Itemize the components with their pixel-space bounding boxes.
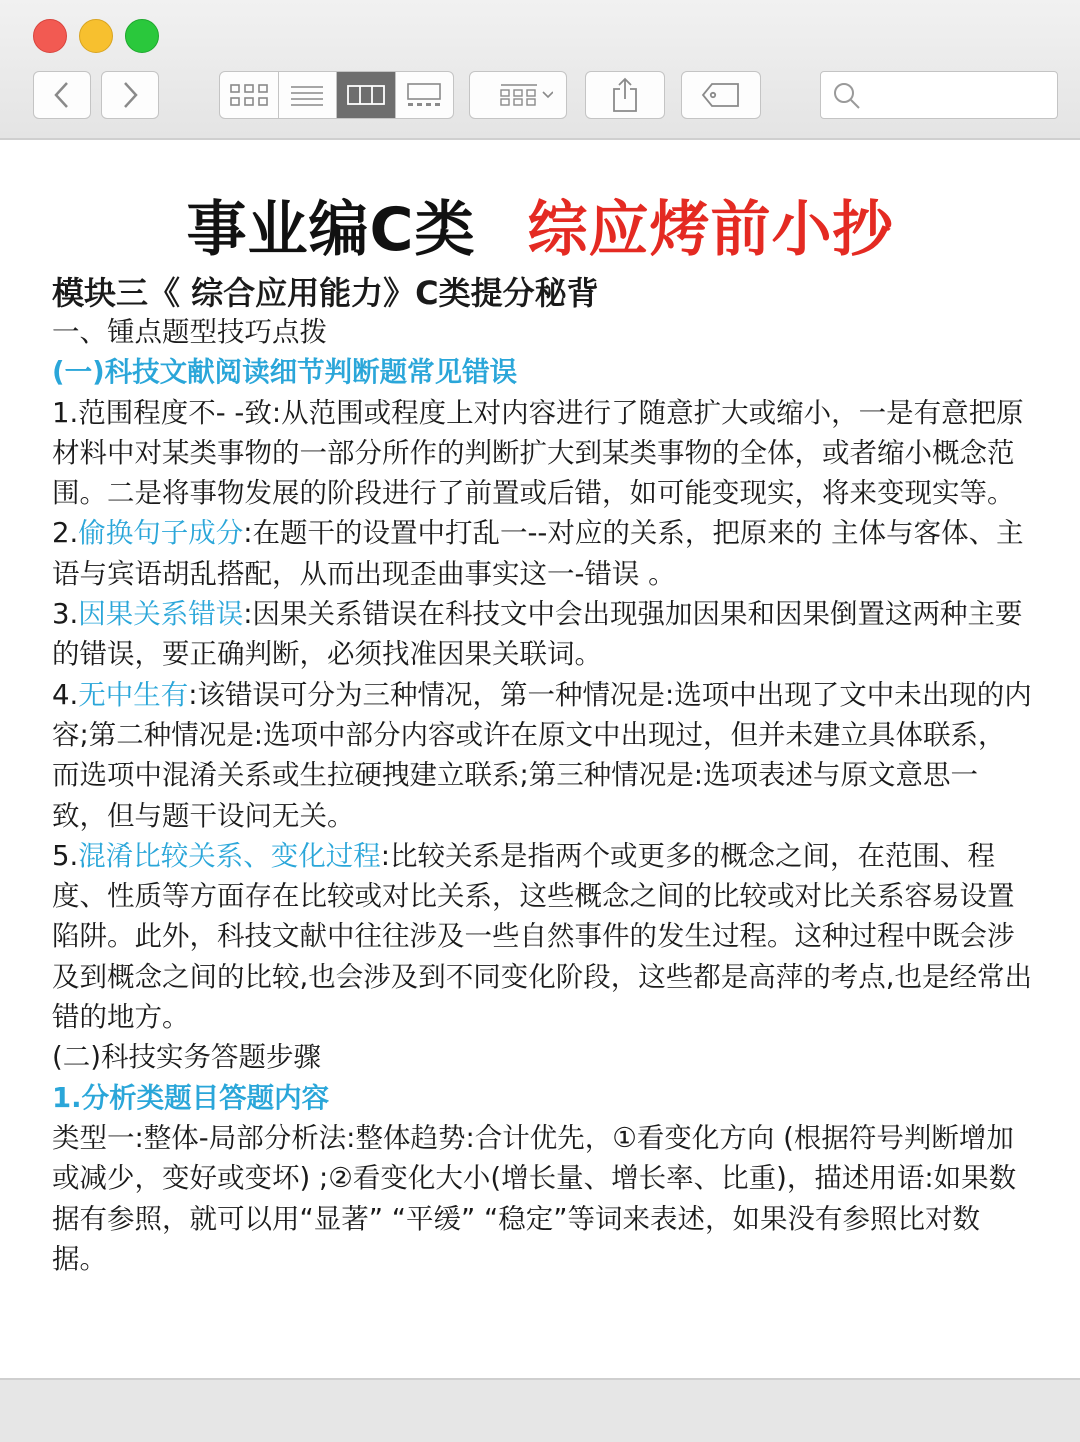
minimize-button[interactable]	[79, 19, 113, 53]
list-item: 类型一:整体-局部分析法:整体趋势:合计优先，①看变化方向 (根据符号判断增加或减少，变好或变坏) ;②看变化大小(增长量、增长率、比重)，描述用语:如果数据有参照，就可以用“显著” “平缓” “稳定”等词来表述，如果没有参照比对数据。	[52, 1121, 1017, 1275]
item-number: 2.	[52, 517, 79, 550]
headline-red: 综应烤前小抄	[527, 195, 894, 265]
item-text: :因果关系错误在科技文中会出现强加因果和因果倒置这两种主要的错误，要正确判断，必须找准因果关联词。	[52, 598, 1023, 671]
chevron-left-icon	[52, 80, 72, 110]
grid-icon	[229, 82, 269, 108]
list-view-button[interactable]	[279, 72, 338, 118]
subsection-heading: (二)科技实务答题步骤	[52, 1041, 321, 1074]
subsection-heading: 1.分析类题目答题内容	[52, 1081, 330, 1114]
search-input[interactable]	[871, 82, 1055, 112]
section-heading: 一、锺点题型技巧点拨	[52, 316, 327, 348]
item-keyword: 混淆比较关系、变化过程	[78, 839, 381, 872]
column-view-button[interactable]	[337, 72, 396, 118]
list-item	[52, 594, 1032, 675]
item-keyword: 偷换句子成分	[78, 517, 244, 550]
search-icon	[831, 80, 863, 116]
document-body	[52, 270, 1032, 1279]
module-subtitle: 模块三《 综合应用能力》C类提分秘背	[52, 274, 599, 312]
item-keyword: 因果关系错误	[78, 598, 244, 631]
item-number: 4.	[52, 678, 79, 711]
columns-icon	[346, 83, 386, 107]
window-toolbar	[0, 0, 1080, 140]
gallery-icon	[404, 82, 444, 108]
view-mode-switcher	[219, 71, 454, 119]
chevron-right-icon	[120, 80, 140, 110]
tag-button[interactable]	[681, 71, 761, 119]
forward-button[interactable]	[101, 71, 159, 119]
share-icon	[610, 77, 640, 113]
list-item	[52, 836, 1032, 1037]
gallery-view-button[interactable]	[396, 72, 454, 118]
item-keyword: 无中生有	[78, 678, 189, 711]
headline	[0, 182, 1080, 268]
status-bar	[0, 1378, 1080, 1442]
headline-black: 事业编C类	[186, 195, 476, 265]
group-by-button[interactable]	[469, 71, 567, 119]
item-text: :该错误可分为三种情况，第一种情况是:选项中出现了文中未出现的内容;第二种情况是:选项中部分内容或许在原文中出现过，但并未建立具体联系，而选项中混淆关系或生拉硬拽建立联系;第三种情况是:选项表述与原文意思一致，但与题干设问无关。	[52, 678, 1032, 832]
item-text: :在题干的设置中打乱一--对应的关系，把原来的 主体与客体、主语与宾语胡乱搭配，从而出现歪曲事实这一-错误 。	[52, 517, 1024, 590]
list-icon	[289, 83, 325, 107]
icon-view-button[interactable]	[220, 72, 279, 118]
list-item	[52, 513, 1032, 594]
item-number: 3.	[52, 598, 79, 631]
document-content	[0, 140, 1080, 1378]
list-item: 1.范围程度不- -致:从范围或程度上对内容进行了随意扩大或缩小，一是有意把原材料中对某类事物的一部分所作的判断扩大到某类事物的全体，或者缩小概念范围。二是将事物发展的阶段进行了前置或后错，如可能变现实，将来变现实等。	[52, 396, 1024, 510]
share-button[interactable]	[585, 71, 665, 119]
subsection-heading: (一)科技文献阅读细节判断题常见错误	[52, 356, 518, 389]
list-item	[52, 675, 1032, 836]
group-by-icon	[483, 82, 553, 108]
item-number: 5.	[52, 839, 79, 872]
tag-icon	[700, 81, 742, 109]
item-text: :比较关系是指两个或更多的概念之间，在范围、程度、性质等方面存在比较或对比关系，这些概念之间的比较或对比关系容易设置陷阱。此外，科技文献中往往涉及一些自然事件的发生过程。这种过程中既会涉及到概念之间的比较,也会涉及到不同变化阶段，这些都是高萍的考点,也是经常出错的地方。	[52, 839, 1032, 1034]
zoom-button[interactable]	[125, 19, 159, 53]
close-button[interactable]	[33, 19, 67, 53]
back-button[interactable]	[33, 71, 91, 119]
search-field[interactable]	[820, 71, 1058, 119]
